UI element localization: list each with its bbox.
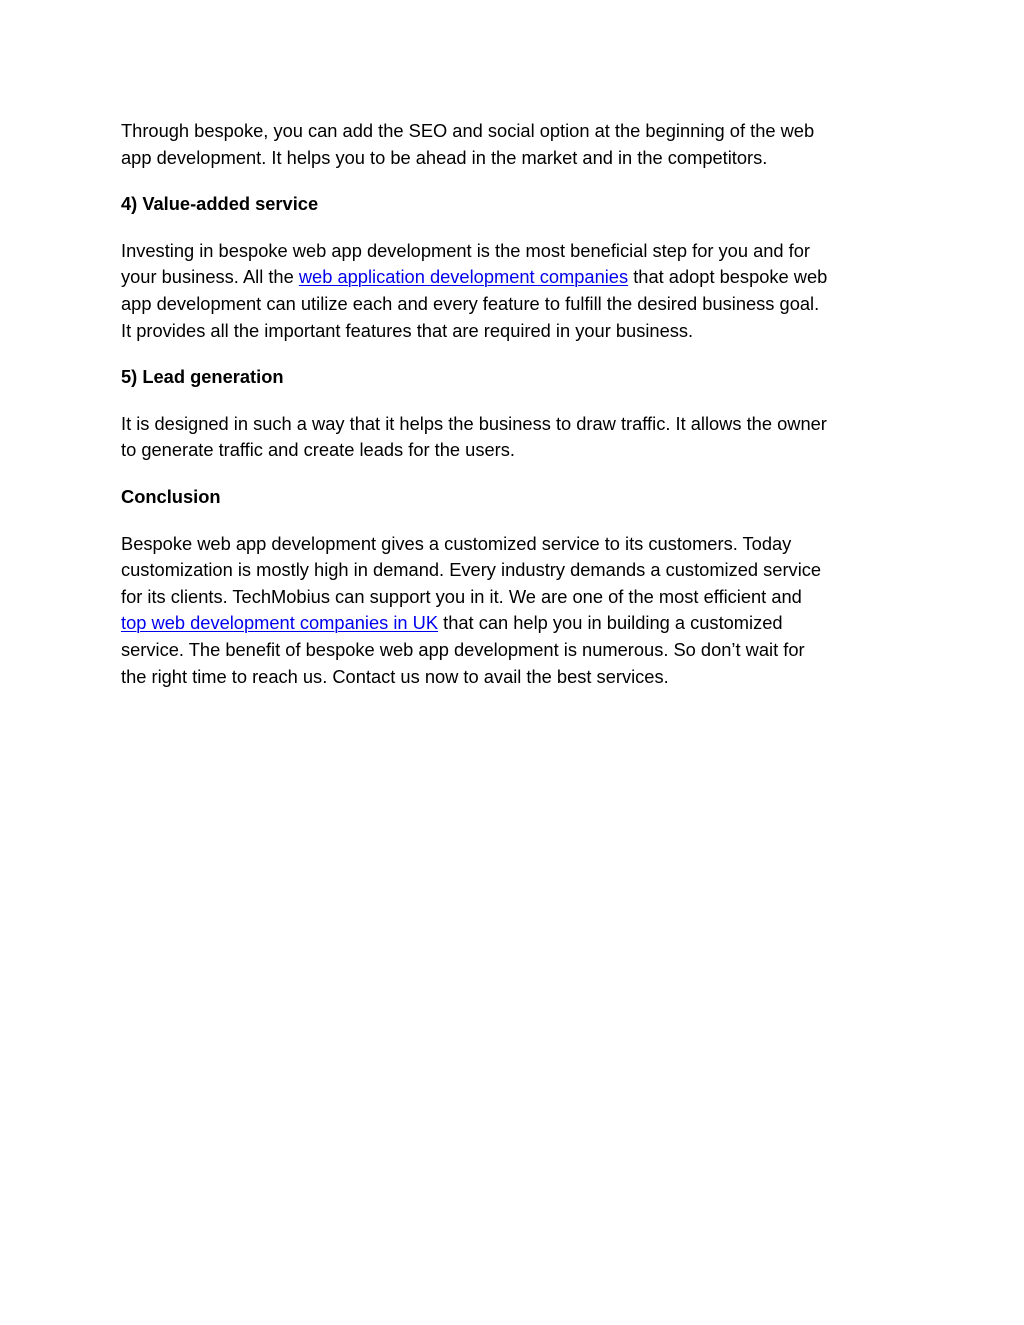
conclusion-line-5: service. The benefit of bespoke web app development is numerous. So don’t wait for	[121, 638, 805, 660]
section-5-heading: 5) Lead generation	[121, 366, 284, 388]
section-5-line-1: It is designed in such a way that it helps the business to draw traffic. It allows the owner	[121, 412, 827, 434]
intro-paragraph	[121, 118, 911, 171]
conclusion-line-1: Bespoke web app development gives a customized service to its customers. Today	[121, 532, 792, 554]
conclusion-line-2: customization is mostly high in demand. Every industry demands a customized service	[121, 559, 822, 581]
conclusion-line-4	[121, 610, 911, 637]
section-4-line-4: It provides all the important features that are required in your business.	[121, 319, 694, 341]
intro-line-1: Through bespoke, you can add the SEO and social option at the beginning of the web	[121, 120, 815, 141]
section-4-paragraph	[121, 238, 911, 344]
conclusion-paragraph	[121, 531, 911, 691]
conclusion-heading: Conclusion	[121, 485, 221, 507]
top-web-development-companies-in-uk-link[interactable]: top web development companies in UK	[121, 612, 439, 634]
section-4-heading: 4) Value-added service	[121, 193, 319, 215]
section-4-line-2-before: your business. All the	[121, 266, 299, 288]
intro-line-2: app development. It helps you to be ahead in the market and in the competitors.	[121, 146, 768, 168]
section-5-line-2: to generate traffic and create leads for the users.	[121, 439, 515, 461]
section-4-line-2	[121, 264, 911, 291]
conclusion-line-3: for its clients. TechMobius can support you in it. We are one of the most efficient and	[121, 585, 802, 607]
web-application-development-companies-link[interactable]: web application development companies	[298, 266, 629, 288]
document-page	[121, 118, 911, 690]
section-4-line-3: app development can utilize each and every feature to fulfill the desired business goal.	[121, 292, 820, 314]
section-5-paragraph	[121, 411, 911, 464]
conclusion-line-6: the right time to reach us. Contact us now to avail the best services.	[121, 665, 669, 687]
section-4-line-2-after: that adopt bespoke web	[628, 266, 828, 288]
conclusion-line-4-after: that can help you in building a customized	[438, 612, 783, 634]
section-4-line-1: Investing in bespoke web app development is the most beneficial step for you and for	[121, 239, 811, 261]
